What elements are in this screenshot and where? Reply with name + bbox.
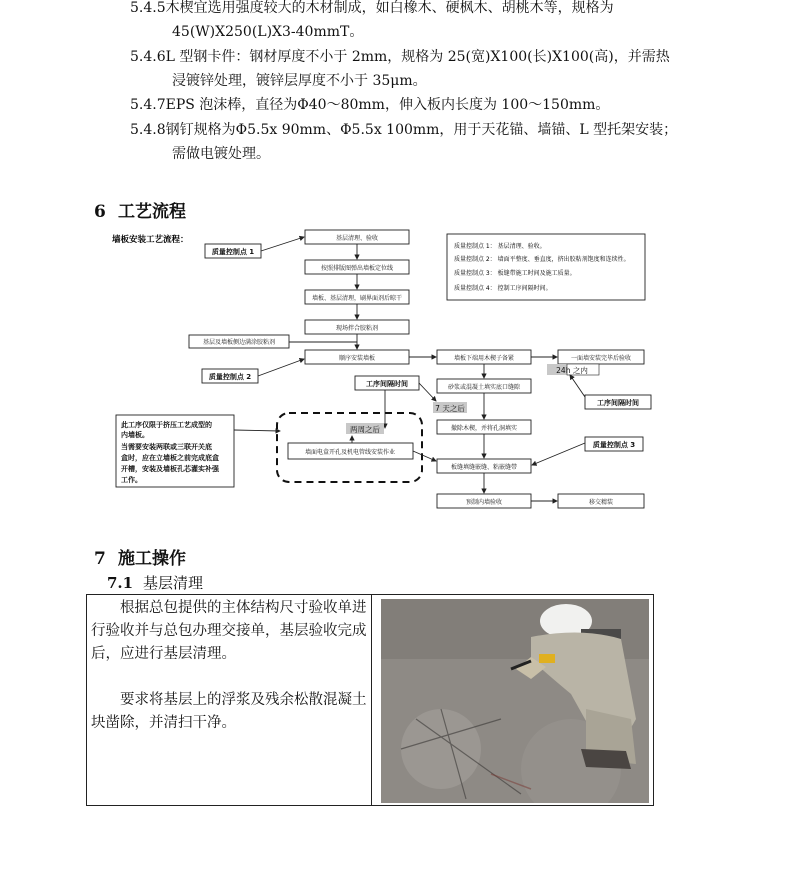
base-cleaning-photo bbox=[381, 599, 649, 803]
time-interval-2-arrow bbox=[570, 375, 585, 397]
note-line-6: 工作。 bbox=[121, 476, 142, 484]
step-interface-agent-label: 墙板、基层清理，刷界面剂后晾干 bbox=[311, 295, 403, 302]
spec-item-546: 5.4.6L 型钢卡件：钢材厚度不小于 2mm，规格为 25(宽)X100(长)X100(高)，并需热 bbox=[130, 49, 670, 65]
operation-paragraph-1: 根据总包提供的主体结构尺寸验收单进行验收并与总包办理交接单，基层验收完成后，应进行基层清理。 bbox=[91, 600, 367, 662]
operation-photo-cell bbox=[372, 595, 654, 806]
process-flow-diagram bbox=[110, 225, 655, 520]
legend-line-2: 质量控制点 2： 墙面平整度、垂直度，挤出胶粘剂饱度和连续性。 bbox=[454, 256, 630, 263]
qc2-arrow bbox=[258, 359, 304, 376]
operation-text-cell bbox=[87, 595, 372, 806]
time-interval-1-label: 工序间隔时间 bbox=[366, 380, 408, 388]
step-wedges-label: 墙板下端用木楔子备紧 bbox=[453, 355, 515, 362]
step-remove-wedges-label: 撤除木楔，并将孔洞填实 bbox=[450, 425, 518, 432]
step-layout-line-label: 按照排版图弹出墙板定位线 bbox=[320, 265, 394, 272]
section-6-number: 6 bbox=[94, 202, 106, 222]
step-fill-gap-label: 砂浆或混凝土填实底口缝隙 bbox=[447, 384, 521, 391]
section-7-heading bbox=[94, 544, 186, 569]
step-joint-fill-label: 板缝填缝嵌缝、粘嵌缝带 bbox=[450, 464, 518, 471]
step-side-adhesive-label: 基层及墙板侧边满涂胶粘剂 bbox=[202, 339, 276, 346]
note-line-1: 此工序仅限于挤压工艺成型的 bbox=[121, 421, 212, 429]
qc1-label: 质量控制点 1 bbox=[211, 248, 255, 256]
spec-item-546-cont: 浸镀锌处理，镀锌层厚度不小于 35μm。 bbox=[172, 73, 427, 89]
operation-row bbox=[87, 595, 654, 806]
operation-table bbox=[86, 594, 654, 806]
qc2-label: 质量控制点 2 bbox=[208, 373, 252, 381]
operation-paragraph-2: 要求将基层上的浮浆及残余松散混凝土块凿除，并清扫干净。 bbox=[91, 692, 367, 731]
step-mix-adhesive-label: 现场拌合胶粘剂 bbox=[335, 325, 379, 332]
note-line-5: 开槽，安装及墙板孔芯灌实补强 bbox=[121, 465, 219, 473]
note-line-3: 当需要安装两联或三联开关底 bbox=[121, 443, 212, 451]
legend-line-1: 质量控制点 1： 基层清理、验收。 bbox=[454, 243, 546, 250]
tag-7d: 7 天之后 bbox=[435, 404, 465, 413]
note-line-2: 内墙板。 bbox=[121, 431, 149, 439]
time-interval-1-arrow bbox=[419, 383, 436, 401]
spec-item-548: 5.4.8钢钉规格为Φ5.5x 90mm、Φ5.5x 100mm，用于天花锚、墙锚、L 型托架安装； bbox=[130, 122, 678, 138]
note-arrow bbox=[234, 430, 280, 431]
step-install-panels-label: 顺序安装墙板 bbox=[338, 355, 376, 362]
section-6-heading bbox=[94, 197, 186, 222]
spec-item-545: 5.4.5木楔宜选用强度较大的木材制成，如白橡木、硬枫木、胡桃木等，规格为 bbox=[130, 0, 614, 16]
section-7-title: 施工操作 bbox=[118, 549, 186, 569]
section-71-title: 基层清理 bbox=[143, 574, 204, 592]
step-base-clean-label: 基层清理、验收 bbox=[335, 235, 379, 242]
legend-line-3: 质量控制点 3： 板缝带施工时间及施工质量。 bbox=[454, 270, 576, 277]
electrical-arrow bbox=[413, 451, 436, 461]
section-6-title: 工艺流程 bbox=[118, 202, 186, 222]
qc3-label: 质量控制点 3 bbox=[592, 441, 636, 449]
spec-item-545-cont: 45(W)X250(L)X3-40mmT。 bbox=[172, 24, 364, 40]
tag-24h: 24h 之内 bbox=[556, 366, 588, 375]
flow-title: 墙板安装工艺流程： bbox=[112, 235, 189, 245]
qc1-arrow bbox=[261, 237, 304, 251]
spec-item-547: 5.4.7EPS 泡沫棒，直径为Φ40～80mm，伸入板内长度为 100～150mm。 bbox=[130, 97, 610, 113]
step-handover-label: 移交精装 bbox=[588, 499, 614, 506]
legend-line-4: 质量控制点 4： 控制工序间隔时间。 bbox=[454, 285, 552, 292]
time-interval-2-label: 工序间隔时间 bbox=[597, 399, 639, 407]
step-final-acceptance-label: 预制内墙验收 bbox=[465, 499, 503, 506]
qc3-arrow bbox=[532, 443, 585, 465]
tag-2w: 两周之后 bbox=[350, 425, 380, 434]
section-7-number: 7 bbox=[94, 549, 106, 569]
step-electrical-label: 墙面电盒开孔及机电管线安装作业 bbox=[304, 449, 396, 456]
spec-item-548-cont: 需做电镀处理。 bbox=[172, 146, 270, 162]
step-wall-acceptance-label: 一面墙安装完毕后验收 bbox=[570, 355, 632, 362]
section-71-heading bbox=[107, 572, 203, 593]
worker-chiseling-illustration bbox=[381, 599, 649, 803]
section-71-number: 7.1 bbox=[107, 574, 134, 592]
note-line-4: 盒时，应在立墙板之前完成底盒 bbox=[121, 454, 219, 462]
